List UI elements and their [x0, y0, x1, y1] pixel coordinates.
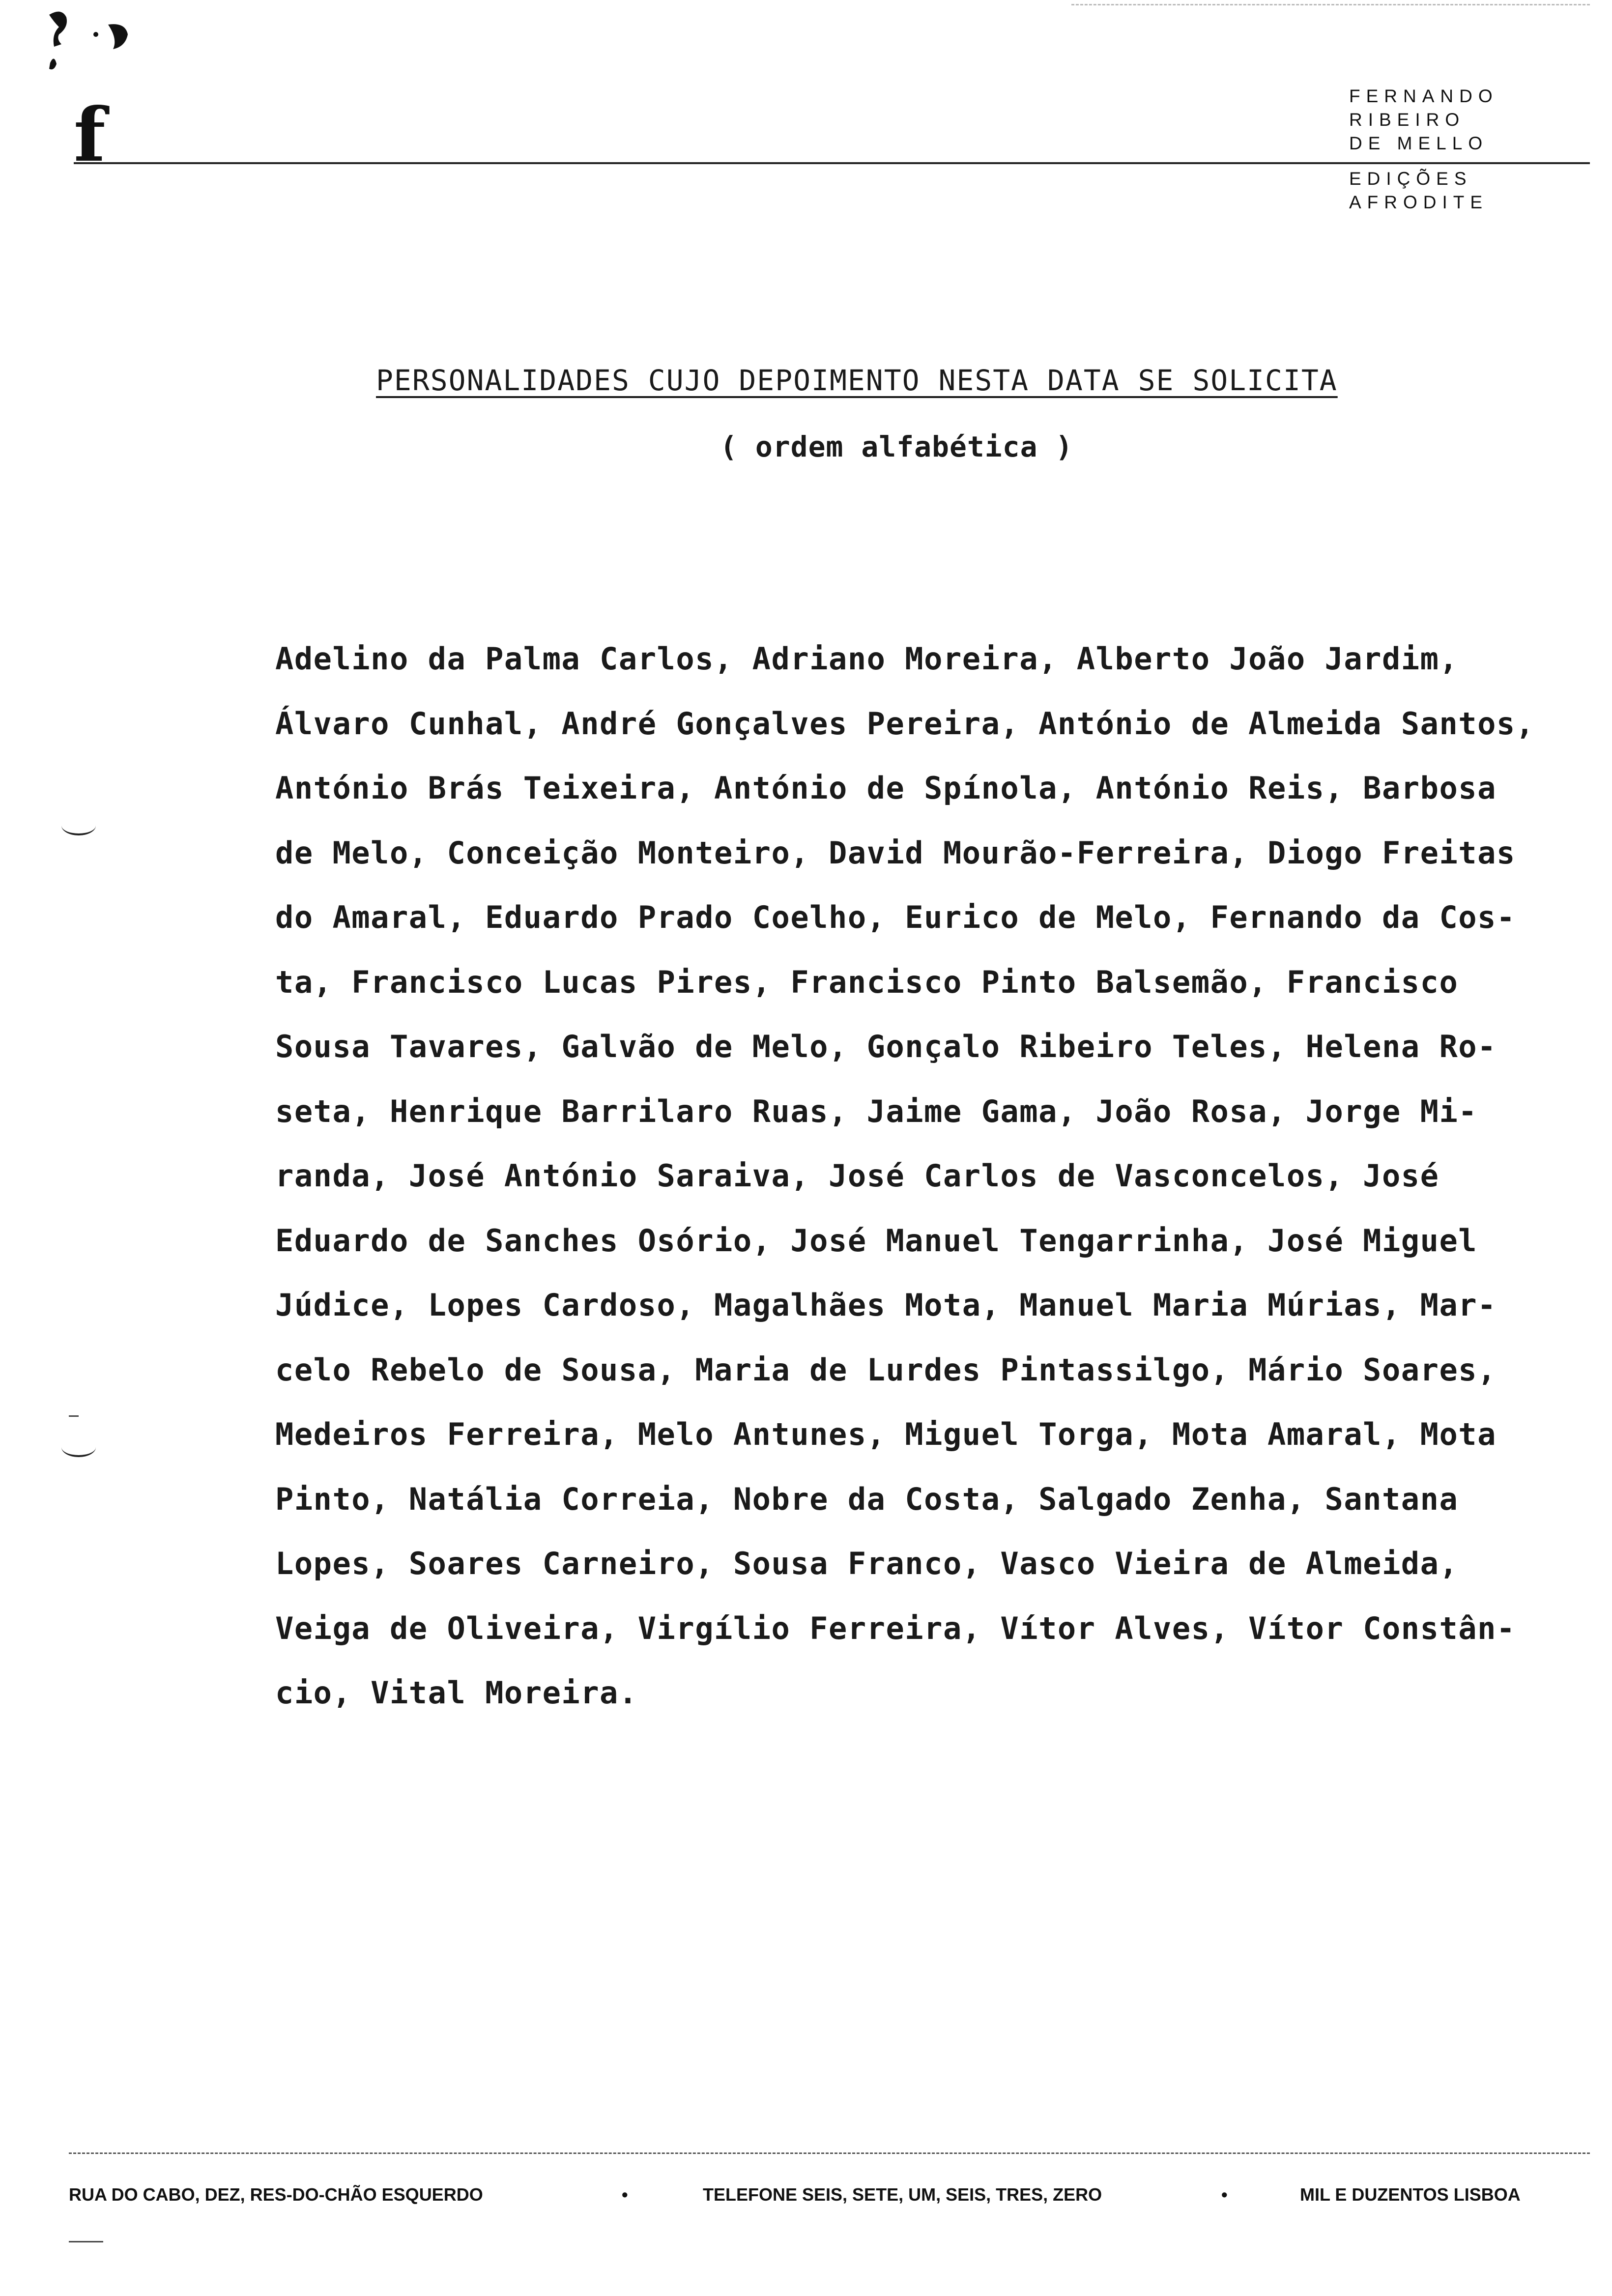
list-line: ta, Francisco Lucas Pires, Francisco Pinto Balsemão, Francisco — [275, 964, 1459, 1000]
imprint-line: EDIÇÕES — [1349, 169, 1472, 189]
margin-punch-mark — [61, 816, 96, 835]
list-line: Veiga de Oliveira, Virgílio Ferreira, Vítor Alves, Vítor Constân- — [275, 1610, 1516, 1646]
footer-city: MIL E DUZENTOS LISBOA — [1300, 2184, 1521, 2205]
personalities-list — [275, 627, 1573, 1725]
list-line: de Melo, Conceição Monteiro, David Mourão-Ferreira, Diogo Freitas — [275, 834, 1516, 871]
list-line: António Brás Teixeira, António de Spínola, António Reis, Barbosa — [275, 770, 1497, 806]
list-line: Pinto, Natália Correia, Nobre da Costa, Salgado Zenha, Santana — [275, 1481, 1459, 1517]
list-line: seta, Henrique Barrilaro Ruas, Jaime Gama, João Rosa, Jorge Mi- — [275, 1093, 1478, 1129]
top-edge-line — [1071, 4, 1590, 5]
imprint-line: AFRODITE — [1349, 192, 1489, 212]
footer-address: RUA DO CABO, DEZ, RES-DO-CHÃO ESQUERDO — [69, 2184, 483, 2205]
imprint-name — [1349, 167, 1497, 214]
list-line: Júdice, Lopes Cardoso, Magalhães Mota, Manuel Maria Múrias, Mar- — [275, 1287, 1497, 1323]
publisher-line: DE MELLO — [1349, 133, 1489, 153]
list-line: celo Rebelo de Sousa, Maria de Lurdes Pintassilgo, Mário Soares, — [275, 1351, 1497, 1388]
margin-punch-mark — [61, 1437, 96, 1457]
list-line: Álvaro Cunhal, André Gonçalves Pereira, António de Almeida Santos, — [275, 705, 1535, 742]
list-line: do Amaral, Eduardo Prado Coelho, Eurico de Melo, Fernando da Cos- — [275, 899, 1516, 935]
footer-rule — [69, 2152, 1590, 2154]
list-line: cio, Vital Moreira. — [275, 1675, 638, 1711]
document-title: PERSONALIDADES CUJO DEPOIMENTO NESTA DATA SE SOLICITA — [376, 364, 1338, 397]
list-line: Eduardo de Sanches Osório, José Manuel Tengarrinha, José Miguel — [275, 1222, 1478, 1259]
list-line: Sousa Tavares, Galvão de Melo, Gonçalo Ribeiro Teles, Helena Ro- — [275, 1029, 1497, 1064]
letterhead-footer — [69, 2184, 1560, 2209]
corner-mark — [69, 2241, 103, 2242]
footer-separator: • — [1221, 2184, 1228, 2205]
footer-separator: • — [622, 2184, 628, 2205]
list-line: Adelino da Palma Carlos, Adriano Moreira, Alberto João Jardim, — [275, 641, 1459, 677]
list-line: Medeiros Ferreira, Melo Antunes, Miguel Torga, Mota Amaral, Mota — [275, 1416, 1497, 1452]
publisher-line: RIBEIRO — [1349, 110, 1466, 130]
publisher-logo: f — [74, 92, 106, 178]
list-line: Lopes, Soares Carneiro, Sousa Franco, Vasco Vieira de Almeida, — [275, 1546, 1459, 1581]
document-subtitle: ( ordem alfabética ) — [720, 430, 1073, 463]
letterhead-rule — [74, 162, 1590, 164]
publisher-line: FERNANDO — [1349, 86, 1498, 106]
ink-blot-marks — [39, 5, 167, 84]
margin-tick — [69, 1415, 79, 1417]
list-line: randa, José António Saraiva, José Carlos de Vasconcelos, José — [275, 1158, 1439, 1194]
footer-phone: TELEFONE SEIS, SETE, UM, SEIS, TRES, ZERO — [703, 2184, 1102, 2205]
publisher-name — [1349, 85, 1497, 155]
